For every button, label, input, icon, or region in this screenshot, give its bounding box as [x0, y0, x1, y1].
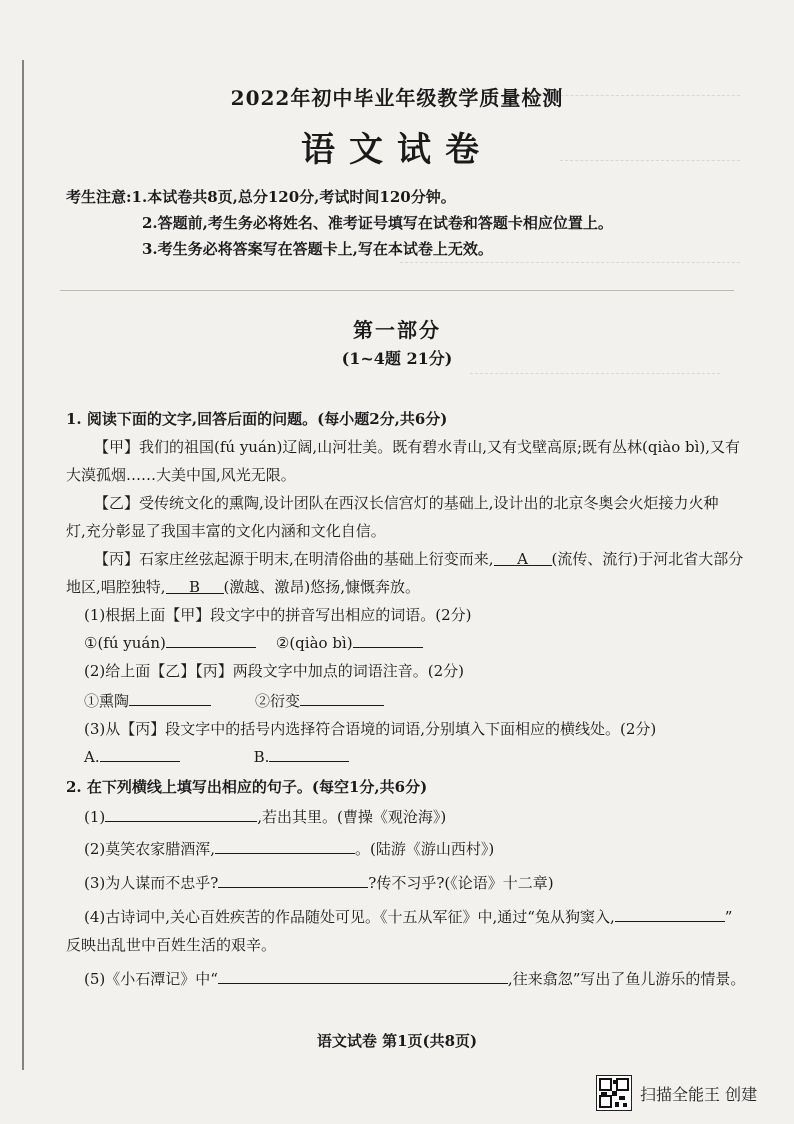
notice-line-2: 2.答题前,考生务必将姓名、准考证号填写在试卷和答题卡相应位置上。 [142, 214, 613, 232]
answer-blank[interactable] [615, 906, 725, 922]
q2-item-5-suffix: ,往来翕忽”写出了鱼儿游乐的情景。 [507, 970, 746, 988]
q2-item-2-prefix: (2)莫笑农家腊酒浑, [84, 840, 216, 858]
q1-yi-line-2: 灯,充分彰显了我国丰富的文化内涵和文化自信。 [66, 522, 386, 540]
q1-yi-line-1: 【乙】受传统文化的熏陶,设计团队在西汉长信宫灯的基础上,设计出的北京冬奥会火炬接力火种 [94, 494, 719, 512]
q1-bing-line-1 [94, 548, 743, 569]
q2-item-2-suffix: 。(陆游《游山西村》) [355, 840, 495, 858]
answer-blank[interactable] [105, 806, 257, 822]
answer-blank[interactable] [218, 968, 508, 984]
q1-sub3: (3)从【丙】段文字中的括号内选择符合语境的词语,分别填入下面相应的横线处。(2分) [84, 720, 657, 738]
q1-sub2: (2)给上面【乙】【丙】两段文字中加点的词语注音。(2分) [84, 662, 464, 680]
exam-title: 2022年初中毕业年级教学质量检测 [230, 86, 564, 110]
q2-item-5-prefix: (5)《小石潭记》中“ [84, 970, 218, 988]
subject-title: 语文试卷 [301, 130, 493, 170]
answer-blank[interactable] [100, 746, 180, 762]
q2-item-3 [84, 872, 554, 893]
q1-jia-line-1: 【甲】我们的祖国(fú yuán)辽阔,山河壮美。既有碧水青山,又有戈壁高原;既有丛林(qiào bì),又有 [94, 438, 741, 456]
notice-line-1: 考生注意:1.本试卷共8页,总分120分,考试时间120分钟。 [66, 188, 456, 206]
qr-code-icon [596, 1075, 632, 1111]
q1-bing-text: 地区,唱腔独特, [66, 578, 166, 596]
q2-item-3-prefix: (3)为人谋而不忠乎? [84, 874, 219, 892]
q1-sub3-answers [84, 746, 349, 766]
page-footer: 语文试卷 第1页(共8页) [316, 1032, 478, 1050]
q2-item-4-close-quote: ” [724, 908, 733, 926]
q2-item-1-suffix: ,若出其里。(曹操《观沧海》) [257, 808, 447, 826]
blank-b [166, 578, 224, 594]
blank-a-label: A [517, 550, 528, 568]
q1-bing-text: 【丙】石家庄丝弦起源于明末,在明清俗曲的基础上衍变而来, [94, 550, 494, 568]
q2-item-1-prefix: (1) [84, 808, 106, 826]
answer-blank[interactable] [269, 746, 349, 762]
answer-blank[interactable] [353, 632, 423, 648]
q1-jia-line-2: 大漠孤烟……大美中国,风光无限。 [66, 466, 296, 484]
answer-blank[interactable] [300, 690, 384, 706]
q1-sub1-label-b: ②(qiào bì) [275, 634, 353, 652]
part-range: (1~4题 21分) [341, 349, 453, 368]
answer-blank[interactable] [215, 838, 355, 854]
q2-item-1 [84, 806, 446, 827]
q2-item-3-suffix: ?传不习乎?(《论语》十二章) [368, 874, 554, 892]
q1-bing-text: (激越、激昂)悠扬,慷慨奔放。 [223, 578, 421, 596]
q1-sub2-answers [84, 690, 384, 711]
q2-item-4-cont: 反映出乱世中百姓生活的艰辛。 [66, 936, 277, 954]
q1-sub1-answers [84, 632, 423, 652]
q1-bing-line-2 [66, 576, 420, 597]
answer-blank[interactable] [166, 632, 256, 648]
q1-sub3-label-b: B. [253, 748, 270, 766]
part-title: 第一部分 [353, 318, 441, 342]
q1-sub2-label-a: ①熏陶 [84, 692, 130, 710]
q2-stem: 2. 在下列横线上填写出相应的句子。(每空1分,共6分) [66, 778, 428, 796]
divider [60, 290, 734, 291]
answer-blank[interactable] [218, 872, 368, 888]
binding-line [22, 60, 24, 1070]
q2-item-4-text: (4)古诗词中,关心百姓疾苦的作品随处可见。《十五从军征》中,通过“兔从狗窦入, [84, 908, 615, 926]
q2-item-5 [84, 968, 745, 989]
answer-blank[interactable] [129, 690, 211, 706]
q2-item-4 [84, 906, 732, 927]
q1-sub1: (1)根据上面【甲】段文字中的拼音写出相应的词语。(2分) [84, 606, 472, 624]
blank-a [494, 550, 552, 566]
q1-stem: 1. 阅读下面的文字,回答后面的问题。(每小题2分,共6分) [66, 410, 448, 428]
q1-bing-text: (流传、流行)于河北省大部分 [551, 550, 744, 568]
notice-line-3: 3.考生务必将答案写在答题卡上,写在本试卷上无效。 [142, 240, 493, 258]
bleed-through-mark [400, 262, 740, 273]
q1-sub1-label-a: ①(fú yuán) [84, 634, 166, 652]
q2-item-2 [84, 838, 494, 859]
bleed-through-mark [470, 373, 720, 384]
q1-sub2-label-b: ②衍变 [255, 692, 301, 710]
blank-b-label: B [189, 578, 201, 596]
scanner-watermark: 扫描全能王 创建 [640, 1085, 758, 1104]
q1-sub3-label-a: A. [84, 748, 100, 766]
